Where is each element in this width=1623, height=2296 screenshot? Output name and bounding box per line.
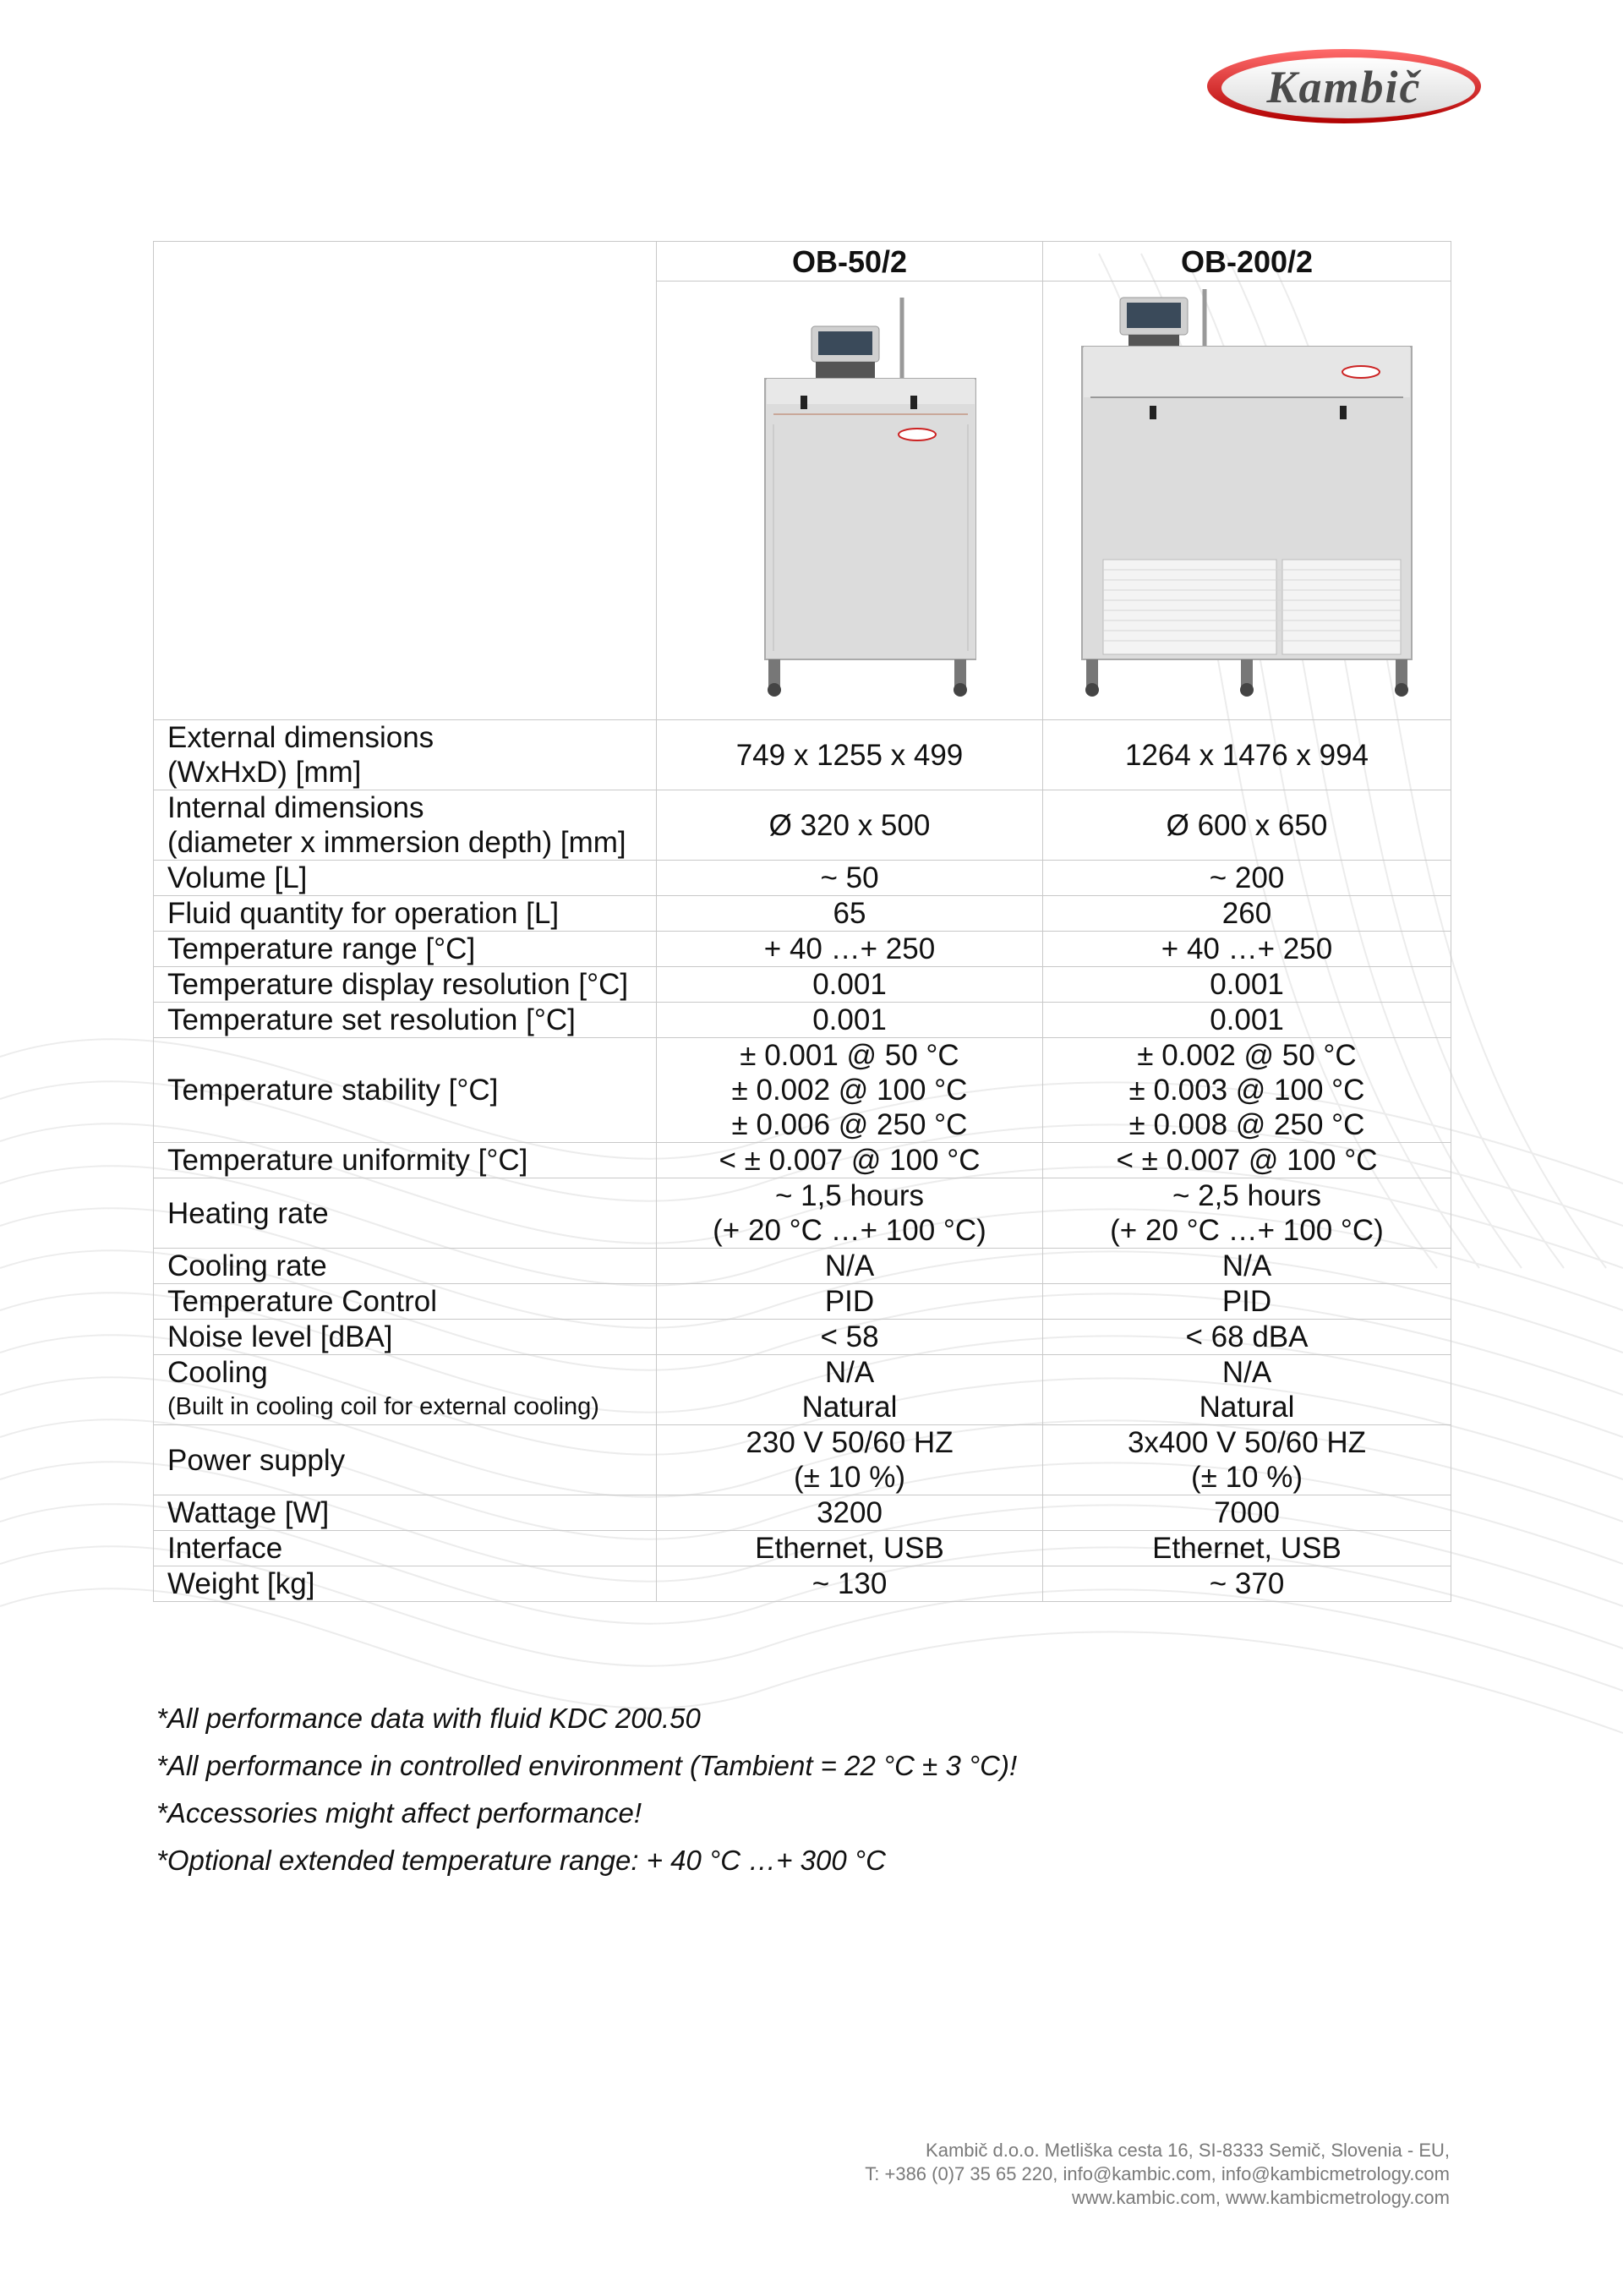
spec-label (154, 1249, 657, 1284)
spec-label (154, 1284, 657, 1320)
spec-row (154, 720, 1451, 790)
spec-row (154, 896, 1451, 932)
spec-label-line: Fluid quantity for operation [L] (167, 897, 560, 930)
spec-value-ob-50 (657, 1038, 1043, 1143)
spec-label (154, 1531, 657, 1566)
spec-row (154, 1249, 1451, 1284)
spec-label (154, 1566, 657, 1602)
spec-value-ob-50-line: ~ 1,5 hours (774, 1179, 925, 1212)
spec-label (154, 1038, 657, 1143)
spec-label-line: Temperature set resolution [°C] (167, 1003, 576, 1036)
spec-label-line: (Built in cooling coil for external cooling) (167, 1393, 599, 1420)
spec-value-ob-200-line: N/A (1221, 1356, 1272, 1389)
spec-label (154, 720, 657, 790)
spec-value-ob-200 (1043, 1425, 1451, 1495)
spec-value-ob-50-line: 230 V 50/60 HZ (746, 1426, 954, 1459)
spec-row (154, 1143, 1451, 1178)
note-accessories: *Accessories might affect performance! (156, 1797, 642, 1829)
spec-value-ob-50 (657, 1143, 1043, 1178)
spec-row (154, 1284, 1451, 1320)
spec-row (154, 1495, 1451, 1531)
spec-label (154, 1425, 657, 1495)
spec-value-ob-200-line: (± 10 %) (1190, 1461, 1303, 1494)
spec-label (154, 790, 657, 861)
spec-label (154, 861, 657, 896)
spec-label-line: Power supply (167, 1443, 346, 1477)
spec-value-ob-200 (1043, 861, 1451, 896)
spec-value-ob-50-line: N/A (824, 1249, 875, 1282)
footer-contact: T: +386 (0)7 35 65 220, info@kambic.com, info@kambicmetrology.com (865, 2163, 1450, 2184)
spec-value-ob-200 (1043, 790, 1451, 861)
logo-text: Kambič (1266, 61, 1422, 112)
spec-label (154, 967, 657, 1003)
spec-label-line: Temperature range [°C] (167, 932, 476, 965)
spec-value-ob-50 (657, 1320, 1043, 1355)
model-header-2: OB-200/2 (1043, 242, 1451, 282)
spec-value-ob-50-line: 65 (833, 897, 866, 930)
spec-value-ob-200-line: (+ 20 °C …+ 100 °C) (1110, 1214, 1384, 1247)
spec-value-ob-200-line: + 40 …+ 250 (1161, 932, 1333, 965)
spec-label (154, 932, 657, 967)
spec-row (154, 932, 1451, 967)
spec-row (154, 1320, 1451, 1355)
spec-row (154, 967, 1451, 1003)
spec-value-ob-200-line: ± 0.003 @ 100 °C (1128, 1074, 1365, 1107)
spec-value-ob-50-line: (+ 20 °C …+ 100 °C) (713, 1214, 986, 1247)
spec-value-ob-200 (1043, 1143, 1451, 1178)
spec-value-ob-200 (1043, 1566, 1451, 1602)
spec-value-ob-50 (657, 932, 1043, 967)
spec-value-ob-50 (657, 1495, 1043, 1531)
spec-value-ob-200 (1043, 1531, 1451, 1566)
spec-label (154, 1143, 657, 1178)
company-footer (865, 2139, 1450, 2210)
spec-value-ob-50 (657, 1531, 1043, 1566)
spec-label-line: Volume [L] (167, 861, 308, 894)
spec-row (154, 1355, 1451, 1425)
spec-value-ob-50-line: 0.001 (812, 1003, 887, 1036)
spec-row (154, 1425, 1451, 1495)
spec-value-ob-200 (1043, 1249, 1451, 1284)
spec-value-ob-50 (657, 790, 1043, 861)
spec-value-ob-200 (1043, 1284, 1451, 1320)
spec-value-ob-50-line: Ø 320 x 500 (768, 808, 931, 842)
spec-value-ob-50-line: ± 0.002 @ 100 °C (731, 1074, 968, 1107)
spec-row (154, 790, 1451, 861)
spec-label-line: (WxHxD) [mm] (167, 756, 362, 789)
spec-value-ob-50-line: < 58 (820, 1320, 879, 1353)
spec-value-ob-200-line: ~ 200 (1209, 861, 1285, 894)
spec-value-ob-50-line: Natural (801, 1391, 898, 1424)
spec-value-ob-50-line: + 40 …+ 250 (763, 932, 936, 965)
spec-value-ob-200-line: 260 (1221, 897, 1272, 930)
spec-value-ob-200-line: N/A (1221, 1249, 1272, 1282)
spec-label-line: Interface (167, 1532, 283, 1565)
spec-value-ob-50 (657, 1284, 1043, 1320)
spec-row (154, 1003, 1451, 1038)
header-row (154, 242, 1451, 282)
spec-label-line: Temperature Control (167, 1285, 438, 1318)
spec-value-ob-50 (657, 967, 1043, 1003)
spec-label-line: Temperature stability [°C] (167, 1074, 499, 1107)
spec-value-ob-200-line: 0.001 (1210, 1003, 1284, 1036)
spec-value-ob-200-line: 3x400 V 50/60 HZ (1127, 1426, 1367, 1459)
model-header-1: OB-50/2 (657, 242, 1043, 282)
spec-value-ob-50-line: 0.001 (812, 968, 887, 1001)
spec-value-ob-50 (657, 1178, 1043, 1249)
spec-label-line: Cooling rate (167, 1249, 327, 1282)
spec-value-ob-50 (657, 896, 1043, 932)
spec-label-line: Temperature display resolution [°C] (167, 968, 629, 1001)
spec-label (154, 1355, 657, 1425)
spec-value-ob-200 (1043, 1003, 1451, 1038)
specification-table (153, 241, 1451, 1602)
spec-value-ob-200-line: 0.001 (1210, 968, 1284, 1001)
spec-label-line: Wattage [W] (167, 1496, 330, 1529)
footer-websites: www.kambic.com, www.kambicmetrology.com (1071, 2187, 1450, 2208)
product-image-ob-200 (1043, 282, 1451, 720)
spec-value-ob-200-line: ~ 370 (1209, 1567, 1285, 1600)
spec-value-ob-50-line: < ± 0.007 @ 100 °C (719, 1144, 981, 1177)
spec-label-line: External dimensions (167, 721, 434, 754)
spec-value-ob-50 (657, 720, 1043, 790)
empty-corner-cell (154, 242, 657, 720)
spec-value-ob-50 (657, 1355, 1043, 1425)
spec-value-ob-50 (657, 1003, 1043, 1038)
spec-value-ob-50-line: ~ 50 (820, 861, 879, 894)
spec-value-ob-50 (657, 1425, 1043, 1495)
spec-value-ob-50 (657, 861, 1043, 896)
spec-label (154, 1178, 657, 1249)
spec-value-ob-200-line: PID (1221, 1285, 1272, 1318)
spec-value-ob-200 (1043, 932, 1451, 967)
note-fluid: *All performance data with fluid KDC 200.50 (156, 1703, 701, 1734)
footer-address: Kambič d.o.o. Metliška cesta 16, SI-8333 Semič, Slovenia - EU, (926, 2140, 1450, 2161)
spec-value-ob-50 (657, 1249, 1043, 1284)
spec-value-ob-50-line: (± 10 %) (793, 1461, 906, 1494)
spec-value-ob-50-line: PID (824, 1285, 875, 1318)
spec-value-ob-200-line: < 68 dBA (1185, 1320, 1309, 1353)
spec-label (154, 1003, 657, 1038)
spec-value-ob-200 (1043, 967, 1451, 1003)
spec-value-ob-200-line: Ethernet, USB (1152, 1532, 1342, 1565)
spec-value-ob-200 (1043, 720, 1451, 790)
spec-value-ob-200-line: Ø 600 x 650 (1166, 808, 1328, 842)
spec-value-ob-200 (1043, 1495, 1451, 1531)
spec-value-ob-200-line: ~ 2,5 hours (1172, 1179, 1322, 1212)
spec-value-ob-50-line: ± 0.006 @ 250 °C (731, 1108, 968, 1141)
spec-label-line: Temperature uniformity [°C] (167, 1144, 528, 1177)
product-image-ob-50 (657, 282, 1043, 720)
spec-value-ob-50-line: 3200 (817, 1496, 883, 1529)
spec-row (154, 1531, 1451, 1566)
spec-label (154, 1320, 657, 1355)
spec-label (154, 1495, 657, 1531)
spec-value-ob-50 (657, 1566, 1043, 1602)
footnotes (156, 1695, 1017, 1884)
spec-value-ob-200-line: Natural (1199, 1391, 1295, 1424)
spec-value-ob-200-line: ± 0.002 @ 50 °C (1137, 1039, 1357, 1072)
spec-value-ob-200-line: 1264 x 1476 x 994 (1124, 738, 1369, 772)
spec-label-line: Internal dimensions (167, 791, 424, 824)
spec-label-line: Heating rate (167, 1196, 329, 1230)
spec-value-ob-50-line: ± 0.001 @ 50 °C (740, 1039, 959, 1072)
spec-value-ob-200-line: < ± 0.007 @ 100 °C (1116, 1144, 1378, 1177)
spec-label-line: Noise level [dBA] (167, 1320, 393, 1353)
spec-value-ob-50-line: ~ 130 (812, 1567, 888, 1600)
spec-value-ob-50-line: N/A (824, 1356, 875, 1389)
spec-value-ob-200 (1043, 1320, 1451, 1355)
spec-value-ob-50-line: Ethernet, USB (755, 1532, 944, 1565)
spec-row (154, 1038, 1451, 1143)
spec-label-line: Weight [kg] (167, 1567, 315, 1600)
note-environment: *All performance in controlled environment (Tambient = 22 °C ± 3 °C)! (156, 1750, 1018, 1781)
spec-value-ob-200 (1043, 1038, 1451, 1143)
note-extended-range: *Optional extended temperature range: + 40 °C …+ 300 °C (156, 1845, 886, 1876)
spec-label-line: Cooling (167, 1356, 268, 1389)
spec-value-ob-200 (1043, 896, 1451, 932)
spec-value-ob-200 (1043, 1355, 1451, 1425)
spec-row (154, 1566, 1451, 1602)
spec-label (154, 896, 657, 932)
spec-row (154, 1178, 1451, 1249)
spec-value-ob-200-line: 7000 (1214, 1496, 1280, 1529)
spec-label-line: (diameter x immersion depth) [mm] (167, 826, 626, 859)
spec-value-ob-50-line: 749 x 1255 x 499 (735, 738, 964, 772)
spec-value-ob-200 (1043, 1178, 1451, 1249)
spec-row (154, 861, 1451, 896)
kambic-logo (1205, 46, 1484, 127)
spec-value-ob-200-line: ± 0.008 @ 250 °C (1128, 1108, 1365, 1141)
